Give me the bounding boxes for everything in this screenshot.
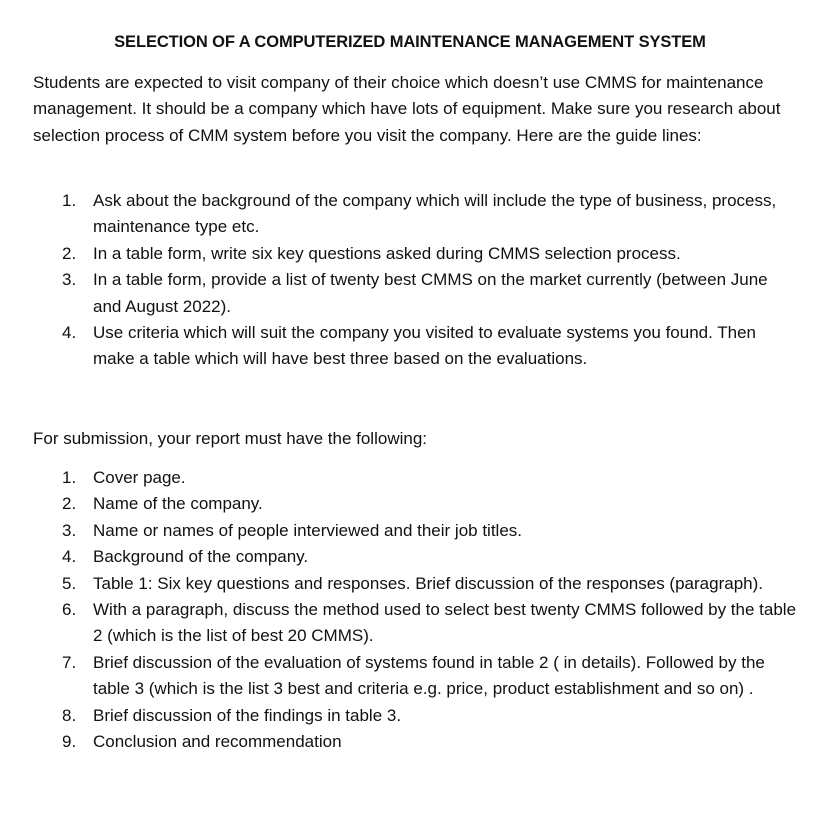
list-item-number: 6. [62, 600, 77, 620]
list-item [62, 241, 797, 267]
list-item-number: 4. [62, 547, 77, 567]
list-item-number: 9. [62, 732, 77, 752]
list-item-number: 8. [62, 705, 77, 725]
list-item-number: 2. [62, 494, 77, 514]
list-item [62, 188, 797, 241]
submission-intro: For submission, your report must have the following: [33, 429, 428, 448]
list-item-text: Name or names of people interviewed and their job titles. [93, 520, 523, 540]
list-item [62, 571, 797, 597]
list-item-number: 2. [62, 243, 77, 263]
list-item-number: 4. [62, 323, 77, 343]
guidelines-list [62, 188, 797, 373]
list-item [62, 518, 797, 544]
list-item-text: Background of the company. [93, 547, 309, 567]
list-item-text: Ask about the background of the company which will include the type of business, process, maintenance type etc. [93, 191, 777, 237]
list-item-text: Conclusion and recommendation [93, 732, 342, 752]
list-item-number: 1. [62, 468, 77, 487]
list-item [62, 597, 797, 650]
list-item-number: 5. [62, 573, 77, 593]
list-item-text: Brief discussion of the evaluation of systems found in table 2 ( in details). Followed by the table 3 (which is the list 3 best and criteria e.g. price, product establishment and so on) . [93, 652, 765, 699]
list-item [62, 650, 797, 703]
list-item [62, 267, 797, 320]
list-item-text: In a table form, provide a list of twenty best CMMS on the market currently (between June and August 2022). [93, 270, 768, 316]
list-item-text: Cover page. [93, 468, 186, 487]
list-item-text: With a paragraph, discuss the method used to select best twenty CMMS followed by the table 2 (which is the list of best 20 CMMS). [93, 600, 797, 646]
list-item [62, 729, 797, 755]
list-item [62, 703, 797, 729]
list-item-text: Name of the company. [93, 494, 263, 514]
list-item-text: In a table form, write six key questions asked during CMMS selection process. [93, 243, 681, 263]
page-title: SELECTION OF A COMPUTERIZED MAINTENANCE MANAGEMENT SYSTEM [114, 33, 706, 51]
list-item-number: 1. [62, 191, 77, 210]
list-item [62, 465, 797, 491]
list-item [62, 544, 797, 570]
intro-paragraph: Students are expected to visit company of their choice which doesn’t use CMMS for maintenance management. It should be a company which have lots of equipment. Make sure you research about selection process of CMM system before you visit the company. Here are the guide lines: [33, 73, 781, 145]
list-item-text: Use criteria which will suit the company you visited to evaluate systems you found. Then make a table which will have best three based on the evaluations. [93, 323, 756, 369]
list-item-text: Brief discussion of the findings in table 3. [93, 705, 402, 725]
list-item [62, 491, 797, 517]
submission-list [62, 465, 797, 755]
list-item-text: Table 1: Six key questions and responses. Brief discussion of the responses (paragraph). [93, 573, 763, 593]
list-item-number: 3. [62, 520, 77, 540]
list-item [62, 320, 797, 373]
list-item-number: 7. [62, 652, 77, 672]
list-item-number: 3. [62, 270, 77, 290]
